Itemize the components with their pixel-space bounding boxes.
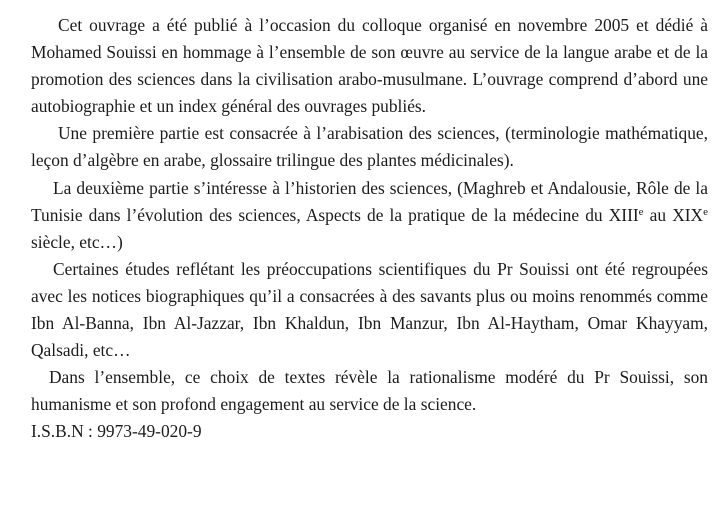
isbn-line: I.S.B.N : 9973-49-020-9 [31, 421, 202, 442]
paragraph-studies: Certaines études reflétant les préoccupations scientifiques du Pr Souissi ont été regroupées avec les notices biographiques qu’il a consacrées à des savants plus ou moins renommés comme Ibn Al-Banna, Ibn Al-Jazzar, Ibn Khaldun, Ibn Manzur, Ibn Al-Haytham, Omar Khayyam, Qalsadi, etc… [31, 258, 708, 361]
history-text-end: siècle, etc…) [31, 231, 123, 252]
century-superscript-1: e [638, 205, 644, 218]
history-text-middle: au XIX [643, 204, 704, 225]
paragraph-history [31, 175, 708, 256]
paragraph-conclusion: Dans l’ensemble, ce choix de textes révèle la rationalisme modéré du Pr Souissi, son humanisme et son profond engagement au service de la science. [31, 367, 708, 415]
century-superscript-2: e [703, 205, 708, 218]
paragraph-intro: Cet ouvrage a été publié à l’occasion du colloque organisé en novembre 2005 et dédié à Mohamed Souissi en hommage à l’ensemble de son œuvre au service de la langue arabe et de la promotion des sciences dans la civilisation arabo-musulmane. L’ouvrage comprend d’abord une autobiographie et un index général des ouvrages publiés. [31, 15, 708, 117]
paragraph-arabisation: Une première partie est consacrée à l’arabisation des sciences, (terminologie mathématique, leçon d’algèbre en arabe, glossaire trilingue des plantes médicinales). [31, 123, 708, 171]
document-body [31, 12, 708, 446]
history-text-start: La deuxième partie s’intéresse à l’historien des sciences, (Maghreb et Andalousie, Rôle de la Tunisie dans l’évolution des sciences, Aspects de la pratique de la médecine du XIII [31, 177, 708, 225]
